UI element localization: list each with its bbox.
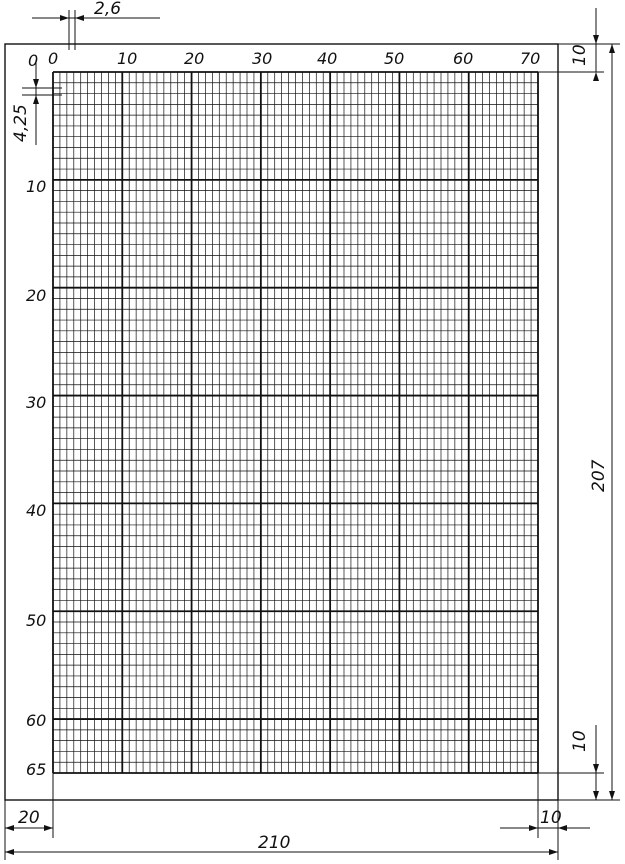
height-label: 207 [589, 459, 609, 492]
dimension-top-offset [32, 0, 160, 50]
top-axis-labels [48, 49, 540, 68]
width-label: 210 [258, 833, 291, 853]
left-label: 30 [26, 393, 47, 412]
right-margin-label: 10 [540, 808, 562, 828]
top-label: 40 [317, 49, 338, 68]
bottom-margin-label: 10 [570, 730, 590, 752]
left-label: 50 [26, 611, 47, 630]
top-label: 10 [117, 49, 138, 68]
left-label: 60 [26, 711, 47, 730]
left-label: 65 [26, 760, 47, 779]
top-margin-label: 10 [570, 44, 590, 66]
top-label: 70 [520, 49, 541, 68]
left-offset-label: 4,25 [11, 104, 31, 142]
dimension-bottom [5, 773, 590, 860]
top-label: 60 [453, 49, 474, 68]
left-label: 40 [26, 501, 47, 520]
top-label: 0 [48, 49, 59, 68]
grid-area [53, 72, 538, 773]
left-axis-labels [26, 51, 46, 779]
top-label: 30 [252, 49, 273, 68]
top-label: 20 [184, 49, 205, 68]
left-label: 0 [28, 51, 39, 70]
left-label: 20 [26, 286, 47, 305]
top-offset-label: 2,6 [94, 0, 122, 19]
dimension-right [538, 8, 620, 800]
left-margin-label: 20 [18, 808, 40, 828]
top-label: 50 [384, 49, 405, 68]
left-label: 10 [26, 177, 47, 196]
